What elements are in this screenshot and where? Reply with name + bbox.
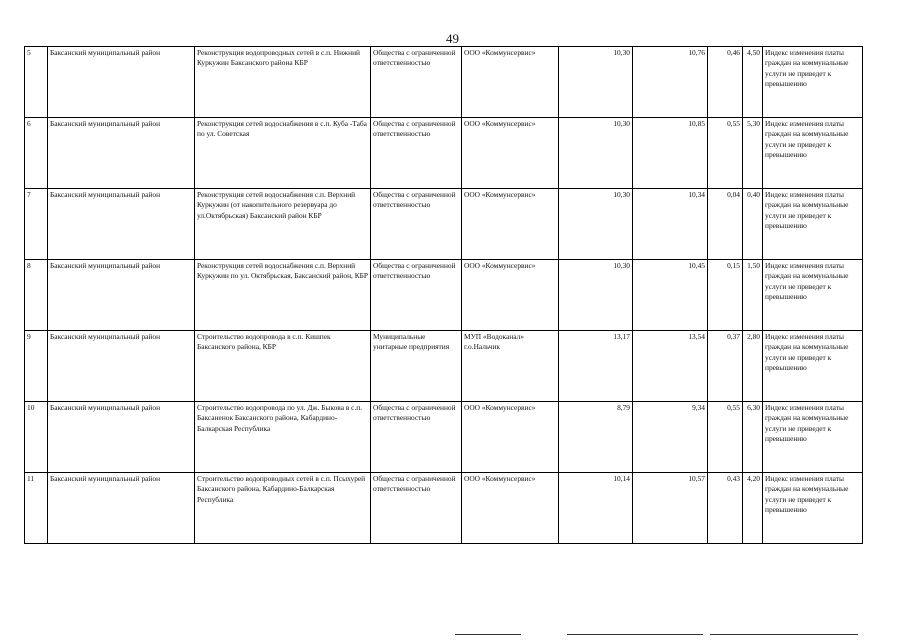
- note-cell: Индекс изменения платы граждан на коммунальные услуги не приведет к превышению: [763, 260, 863, 331]
- table-row: [25, 260, 863, 331]
- org-form-cell: Общества с ограниченной ответственностью: [371, 260, 462, 331]
- table-row: [25, 473, 863, 544]
- value-after-cell: 10,45: [633, 260, 708, 331]
- index-percent-cell: 0,40: [743, 189, 763, 260]
- difference-cell: 0,04: [708, 189, 743, 260]
- row-number: 6: [25, 118, 48, 189]
- difference-cell: 0,37: [708, 331, 743, 402]
- organization-cell: ООО «Коммунсервис»: [462, 473, 559, 544]
- row-number: 10: [25, 402, 48, 473]
- bottom-rule: [567, 634, 703, 635]
- difference-cell: 0,46: [708, 47, 743, 118]
- index-percent-cell: 4,50: [743, 47, 763, 118]
- index-percent-cell: 1,50: [743, 260, 763, 331]
- data-table: [24, 46, 863, 544]
- project-cell: Реконструкция сетей водоснабжения в с.п. Куба -Таба по ул. Советская: [195, 118, 371, 189]
- value-before-cell: 10,30: [559, 260, 633, 331]
- value-after-cell: 10,76: [633, 47, 708, 118]
- project-cell: Строительство водопроводных сетей в с.п. Псыхурей Баксанского района, Кабардино-Балкарская Республика: [195, 473, 371, 544]
- note-cell: Индекс изменения платы граждан на коммунальные услуги не приведет к превышению: [763, 331, 863, 402]
- difference-cell: 0,55: [708, 402, 743, 473]
- page-number: 49: [446, 31, 459, 46]
- index-percent-cell: 6,30: [743, 402, 763, 473]
- value-after-cell: 10,34: [633, 189, 708, 260]
- district-cell: Баксанский муниципальный район: [48, 260, 195, 331]
- org-form-cell: Общества с ограниченной ответственностью: [371, 402, 462, 473]
- org-form-cell: Общества с ограниченной ответственностью: [371, 189, 462, 260]
- value-before-cell: 10,14: [559, 473, 633, 544]
- organization-cell: ООО «Коммунсервис»: [462, 189, 559, 260]
- difference-cell: 0,43: [708, 473, 743, 544]
- value-before-cell: 10,30: [559, 118, 633, 189]
- organization-cell: ООО «Коммунсервис»: [462, 118, 559, 189]
- org-form-cell: Общества с ограниченной ответственностью: [371, 473, 462, 544]
- difference-cell: 0,15: [708, 260, 743, 331]
- index-percent-cell: 5,30: [743, 118, 763, 189]
- bottom-rule: [455, 634, 521, 635]
- row-number: 5: [25, 47, 48, 118]
- table-row: [25, 331, 863, 402]
- row-number: 11: [25, 473, 48, 544]
- value-before-cell: 10,30: [559, 189, 633, 260]
- note-cell: Индекс изменения платы граждан на коммунальные услуги не приведет к превышению: [763, 189, 863, 260]
- organization-cell: ООО «Коммунсервис»: [462, 47, 559, 118]
- bottom-rule: [710, 634, 858, 635]
- value-before-cell: 13,17: [559, 331, 633, 402]
- project-cell: Реконструкция сетей водоснабжения с.п. Верхний Куркужин по ул. Октябрьская, Баксанский район, КБР: [195, 260, 371, 331]
- org-form-cell: Общества с ограниченной ответственностью: [371, 118, 462, 189]
- table-row: [25, 118, 863, 189]
- row-number: 7: [25, 189, 48, 260]
- project-cell: Строительство водопровода в с.п. Кишпек Баксанского района, КБР: [195, 331, 371, 402]
- row-number: 8: [25, 260, 48, 331]
- table-row: [25, 47, 863, 118]
- district-cell: Баксанский муниципальный район: [48, 189, 195, 260]
- table-row: [25, 402, 863, 473]
- project-cell: Строительство водопровода по ул. Дж. Быкова в с.п. Баксаненок Баксанского района, Кабардино-Балкарская Республика: [195, 402, 371, 473]
- project-cell: Реконструкция водопроводных сетей в с.п. Нижний Куркужин Баксанского района КБР: [195, 47, 371, 118]
- district-cell: Баксанский муниципальный район: [48, 402, 195, 473]
- value-after-cell: 10,85: [633, 118, 708, 189]
- district-cell: Баксанский муниципальный район: [48, 473, 195, 544]
- note-cell: Индекс изменения платы граждан на коммунальные услуги не приведет к превышению: [763, 118, 863, 189]
- row-number: 9: [25, 331, 48, 402]
- organization-cell: МУП «Водоканал» г.о.Нальчик: [462, 331, 559, 402]
- project-cell: Реконструкция сетей водоснабжения с.п. Верхний Куркужин (от накопительного резервуара до ул.Октябрьская) Баксанский район КБР: [195, 189, 371, 260]
- note-cell: Индекс изменения платы граждан на коммунальные услуги не приведет к превышению: [763, 473, 863, 544]
- note-cell: Индекс изменения платы граждан на коммунальные услуги не приведет к превышению: [763, 47, 863, 118]
- note-cell: Индекс изменения платы граждан на коммунальные услуги не приведет к превышению: [763, 402, 863, 473]
- index-percent-cell: 4,20: [743, 473, 763, 544]
- value-before-cell: 10,30: [559, 47, 633, 118]
- organization-cell: ООО «Коммунсервис»: [462, 402, 559, 473]
- org-form-cell: Общества с ограниченной ответственностью: [371, 47, 462, 118]
- district-cell: Баксанский муниципальный район: [48, 47, 195, 118]
- value-before-cell: 8,79: [559, 402, 633, 473]
- district-cell: Баксанский муниципальный район: [48, 331, 195, 402]
- difference-cell: 0,55: [708, 118, 743, 189]
- value-after-cell: 10,57: [633, 473, 708, 544]
- organization-cell: ООО «Коммунсервис»: [462, 260, 559, 331]
- value-after-cell: 9,34: [633, 402, 708, 473]
- district-cell: Баксанский муниципальный район: [48, 118, 195, 189]
- table-row: [25, 189, 863, 260]
- index-percent-cell: 2,80: [743, 331, 763, 402]
- value-after-cell: 13,54: [633, 331, 708, 402]
- org-form-cell: Муниципальные унитарные предприятия: [371, 331, 462, 402]
- table-body: [25, 47, 863, 544]
